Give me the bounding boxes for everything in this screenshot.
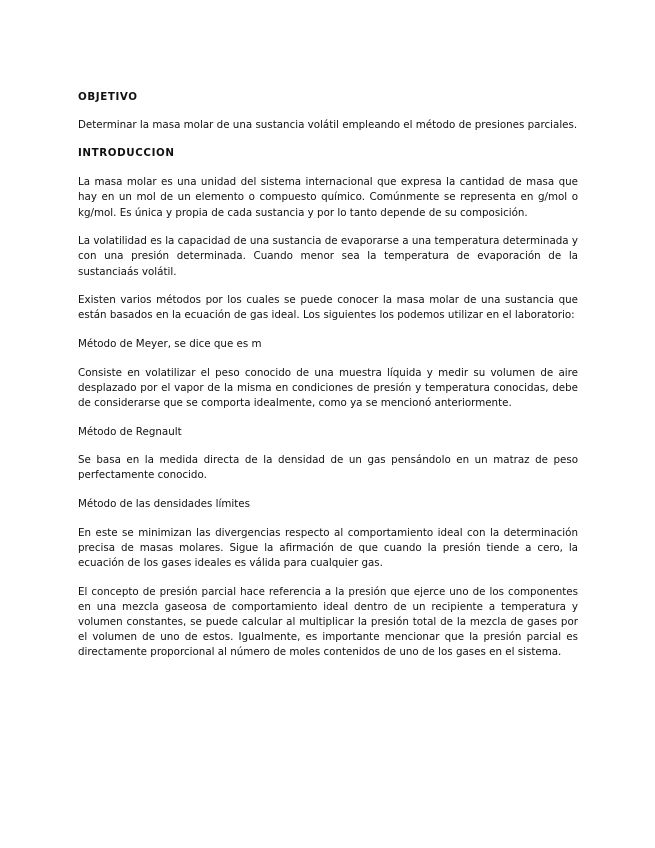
method-description-regnault: Se basa en la medida directa de la densidad de un gas pensándolo en un matraz de peso perfectamente conocido.: [78, 454, 578, 482]
objetivo-paragraph: Determinar la masa molar de una sustancia volátil empleando el método de presiones parciales.: [78, 119, 578, 131]
intro-paragraph-volatilidad: La volatilidad es la capacidad de una sustancia de evaporarse a una temperatura determinada y con una presión determinada. Cuando menor sea la temperatura de evaporación de la sustanciaás volátil.: [78, 235, 578, 278]
section-heading-objetivo: OBJETIVO: [78, 91, 138, 103]
method-title-regnault: Método de Regnault: [78, 425, 182, 438]
section-heading-introduccion: INTRODUCCION: [78, 147, 175, 160]
method-title-densidades-limites: Método de las densidades límites: [78, 497, 250, 510]
method-title-meyer: Método de Meyer, se dice que es m: [78, 338, 262, 350]
intro-paragraph-metodos: Existen varios métodos por los cuales se puede conocer la masa molar de una sustancia que están basados en la ecuación de gas ideal. Los siguientes los podemos utilizar en el laboratorio:: [78, 294, 578, 322]
intro-paragraph-masa-molar: La masa molar es una unidad del sistema internacional que expresa la cantidad de masa que hay en un mol de un elemento o compuesto químico. Comúnmente se representa en g/mol o kg/mol. Es única y propia de cada sustancia y por lo tanto depende de su composición.: [78, 176, 578, 219]
document-page: [78, 90, 578, 661]
paragraph-presion-parcial: El concepto de presión parcial hace referencia a la presión que ejerce uno de los componentes en una mezcla gaseosa de comportamiento ideal dentro de un recipiente a temperatura y volumen constantes, se puede calcular al multiplicar la presión total de la mezcla de gases por el volumen de uno de estos. Igualmente, es importante mencionar que la presión parcial es directamente proporcional al número de moles contenidos de uno de los gases en el sistema.: [78, 585, 578, 659]
method-description-densidades-limites: En este se minimizan las divergencias respecto al comportamiento ideal con la determinación precisa de masas molares. Sigue la afirmación de que cuando la presión tiende a cero, la ecuación de los gases ideales es válida para cualquier gas.: [78, 526, 578, 569]
method-description-meyer: Consiste en volatilizar el peso conocido de una muestra líquida y medir su volumen de aire desplazado por el vapor de la misma en condiciones de presión y temperatura conocidas, debe de considerarse que se comporta idealmente, como ya se mencionó anteriormente.: [78, 366, 578, 409]
